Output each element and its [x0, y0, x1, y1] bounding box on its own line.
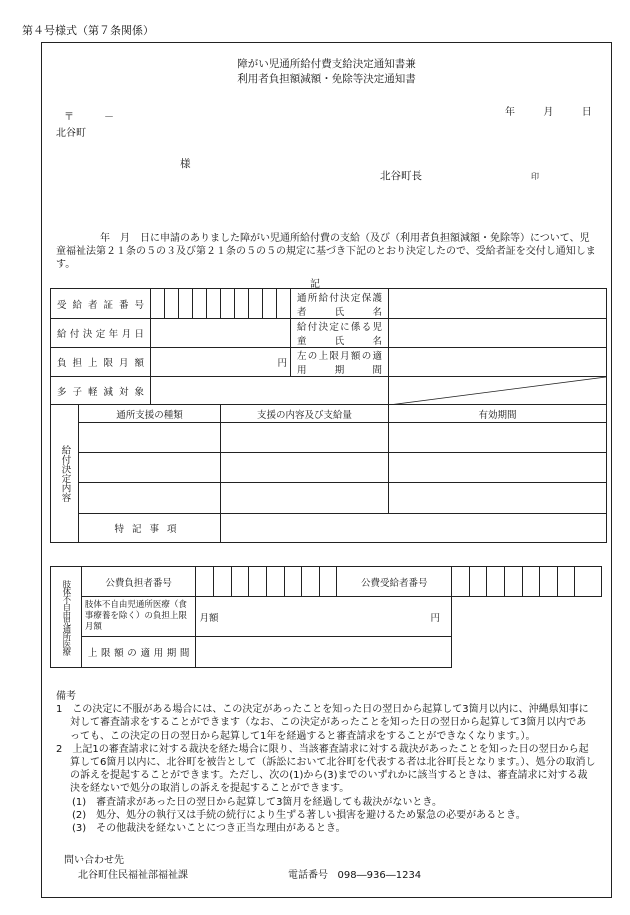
support-validity-cell — [389, 453, 607, 483]
recipient-digit — [452, 567, 470, 597]
public-recipient-label: 公費受給者番号 — [337, 567, 452, 597]
payer-digit — [214, 567, 232, 597]
medical-limit-label: 肢体不自由児通所医療（食事療養を除く）の負担上限月額 — [81, 597, 196, 637]
date-day: 日 — [581, 107, 592, 118]
recipient-digit — [504, 567, 522, 597]
date-year: 年 — [505, 107, 515, 118]
recipient-digit — [469, 567, 487, 597]
mayor-name: 北谷町長 — [380, 170, 422, 182]
contact-heading: 問い合わせ先 — [64, 855, 124, 866]
medical-table — [50, 566, 602, 668]
support-validity-cell — [389, 483, 607, 514]
decision-date-label: 給付決定年月日 — [51, 319, 151, 348]
seal-mark: 印 — [531, 172, 539, 181]
support-amount-cell — [221, 483, 389, 514]
payer-digit — [231, 567, 249, 597]
monthly-label: 月額 — [199, 612, 219, 624]
guardian-name-label: 通所給付決定保護者氏名 — [291, 289, 389, 319]
recipient-digit — [151, 289, 165, 319]
yen-unit: 円 — [277, 358, 288, 369]
address-town: 北谷町 — [56, 128, 86, 139]
period-label: 上限額の適用期間 — [81, 637, 196, 668]
recipient-digit — [207, 289, 221, 319]
col-header-validity: 有効期間 — [389, 405, 607, 423]
intro-text: 年 月 日に申請のありました障がい児通所給付費の支給（及び（利用者負担額減額・免除等）について、児童福祉法第２１条の５の３及び第２１条の５の５の規定に基づき下記のとおり決定したので、受給者証を交付し通知します。 — [56, 233, 596, 270]
postal-code: 〒 － — [64, 112, 114, 123]
recipient-digit — [249, 289, 263, 319]
payer-digit — [249, 567, 267, 597]
date-month: 月 — [543, 107, 554, 118]
issue-date — [505, 103, 592, 118]
burden-limit-value — [151, 348, 291, 377]
recipient-digit — [487, 567, 505, 597]
special-notes-label: 特記事項 — [79, 514, 221, 543]
col-header-type: 通所支援の種類 — [79, 405, 221, 423]
guardian-name-value — [389, 289, 607, 319]
contact-phone — [288, 866, 421, 881]
recipient-digit — [165, 289, 179, 319]
recipient-number-label: 受給者証番号 — [51, 289, 151, 319]
recipient-digit — [179, 289, 193, 319]
payer-digit — [319, 567, 337, 597]
notes-section — [56, 690, 596, 835]
note-2: 2 上記1の審査請求に対する裁決を経た場合に限り、当該審査請求に対する裁決があったことを知った日の翌日から起算して6箇月以内に、北谷町を被告として（訴訟において北谷町を代表する者は北谷町長となります。）、処分の取消しの訴えを提起することができます。ただし、次の(1)から(3)までのいずれかに該当するときは、審査請求に対する裁決を経ないで処分の取消しの訴えを提起することができます。 — [56, 743, 596, 795]
decision-content-label: 給付決定内容 — [51, 405, 79, 543]
recipient-digit — [221, 289, 235, 319]
phone-number: 098―936―1234 — [337, 870, 422, 881]
payer-number-label: 公費負担者番号 — [81, 567, 196, 597]
note-1: 1 この決定に不服がある場合には、この決定があったことを知った日の翌日から起算して3箇月以内に、沖縄県知事に対して審査請求をすることができます（なお、この決定があったことを知った日の翌日から起算して3箇月以内であっても、この決定の日の翌日から起算して1年を経過すると審査請求をすることができなくなります。）。 — [56, 704, 589, 742]
recipient-digit — [277, 289, 291, 319]
blank-area — [452, 597, 602, 637]
title-line-2: 利用者負担額減額・免除等決定通知書 — [237, 73, 416, 85]
contact-department: 北谷町住民福祉部福祉課 — [78, 870, 188, 881]
special-notes-value — [221, 514, 607, 543]
support-amount-cell — [221, 453, 389, 483]
col-header-amount: 支援の内容及び支給量 — [221, 405, 389, 423]
multi-child-value — [151, 377, 389, 405]
recipient-digit — [193, 289, 207, 319]
recipient-digit — [263, 289, 277, 319]
blank-area — [452, 637, 602, 668]
honorific-sama: 様 — [180, 158, 191, 170]
limit-period-value — [389, 348, 607, 377]
burden-limit-label: 負担上限月額 — [51, 348, 151, 377]
child-name-label: 給付決定に係る児童氏名 — [291, 319, 389, 348]
note-sub-3: (3) その他裁決を経ないことにつき正当な理由があるとき。 — [72, 823, 346, 835]
support-type-cell — [79, 483, 221, 514]
notes-heading: 備考 — [56, 691, 76, 702]
phone-label: 電話番号 — [288, 870, 328, 881]
decision-date-value — [151, 319, 291, 348]
recipient-digit — [557, 567, 575, 597]
multi-child-diagonal-cell — [389, 377, 607, 405]
note-sub-1: (1) 審査請求があった日の翌日から起算して3箇月を経過しても裁決がないとき。 — [72, 796, 443, 808]
medical-side-label: 肢体不自由児通所医療 — [51, 567, 82, 668]
decision-table — [50, 288, 607, 543]
payer-digit — [196, 567, 214, 597]
child-name-value — [389, 319, 607, 348]
multi-child-label: 多子軽減対象 — [51, 377, 151, 405]
recipient-digit — [235, 289, 249, 319]
payer-digit — [284, 567, 302, 597]
period-value — [196, 637, 452, 668]
yen-unit: 円 — [430, 612, 441, 624]
payer-digit — [266, 567, 284, 597]
ki-heading: 記 — [310, 279, 320, 290]
payer-digit — [302, 567, 320, 597]
limit-period-label: 左の上限月額の適用期間 — [291, 348, 389, 377]
support-type-cell — [79, 423, 221, 453]
note-sub-2: (2) 処分、処分の執行又は手続の続行により生ずる著しい損害を避けるため緊急の必要があるとき。 — [72, 809, 526, 821]
title-line-1: 障がい児通所給付費支給決定通知書兼 — [237, 58, 416, 70]
recipient-digit — [540, 567, 558, 597]
support-amount-cell — [221, 423, 389, 453]
recipient-digit — [522, 567, 540, 597]
diagonal-line — [389, 377, 606, 405]
support-validity-cell — [389, 423, 607, 453]
support-type-cell — [79, 453, 221, 483]
form-number-label: 第４号様式（第７条関係） — [22, 24, 154, 37]
medical-limit-value — [196, 597, 452, 637]
recipient-digit — [575, 567, 602, 597]
